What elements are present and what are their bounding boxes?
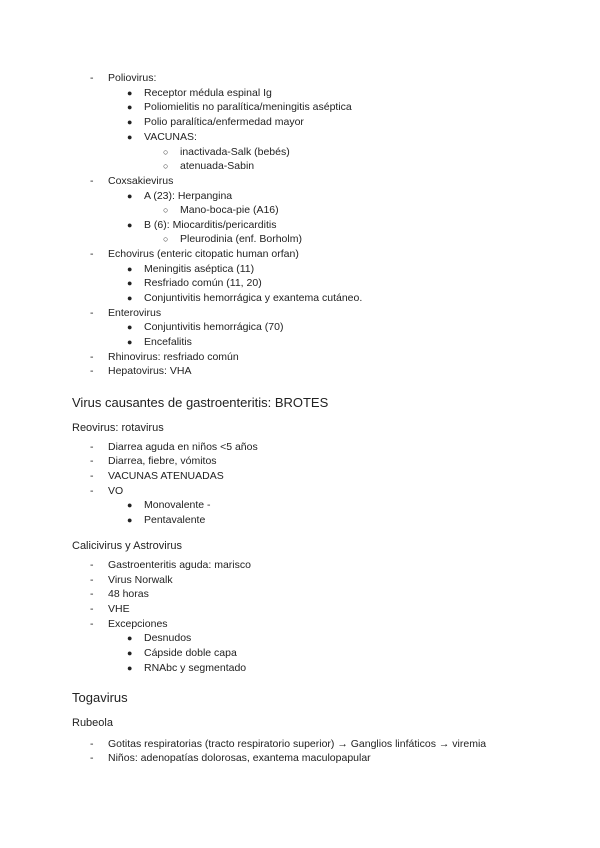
circle-marker: ○ xyxy=(163,147,169,157)
list-item-text: Meningitis aséptica (11) xyxy=(144,263,255,275)
bullet-marker: ● xyxy=(127,191,133,201)
list-item-text: Gastroenteritis aguda: marisco xyxy=(108,559,251,571)
list-item-text: Resfriado común (11, 20) xyxy=(144,277,262,289)
list-item-text: Virus Norwalk xyxy=(108,574,173,586)
list-item-text: Poliovirus: xyxy=(108,72,157,84)
bullet-marker: ● xyxy=(127,102,133,112)
circle-marker: ○ xyxy=(163,205,169,215)
dash-marker: - xyxy=(90,738,94,750)
list-item-text: Conjuntivitis hemorrágica (70) xyxy=(144,321,284,333)
dash-marker: - xyxy=(90,603,94,615)
dash-marker: - xyxy=(90,72,94,84)
bullet-marker: ● xyxy=(127,322,133,332)
list-item-text: B (6): Miocarditis/pericarditis xyxy=(144,219,277,231)
bullet-marker: ● xyxy=(127,264,133,274)
list-item-text: VHE xyxy=(108,603,130,615)
list-item-text: Pentavalente xyxy=(144,514,206,526)
list-item-text: Monovalente - xyxy=(144,499,211,511)
list-item-text: Gotitas respiratorias (tracto respiratorio superior) → Ganglios linfáticos → viremia xyxy=(108,738,487,750)
list-item-text: Polio paralítica/enfermedad mayor xyxy=(144,116,304,128)
list-item-text: Receptor médula espinal Ig xyxy=(144,87,272,99)
dash-marker: - xyxy=(90,588,94,600)
dash-marker: - xyxy=(90,351,94,363)
list-item-text: Cápside doble capa xyxy=(144,647,237,659)
bullet-marker: ● xyxy=(127,278,133,288)
list-item-text: Diarrea aguda en niños <5 años xyxy=(108,441,258,453)
list-item-text: Conjuntivitis hemorrágica y exantema cutáneo. xyxy=(144,292,363,304)
dash-marker: - xyxy=(90,248,94,260)
bullet-marker: ● xyxy=(127,663,133,673)
dash-marker: - xyxy=(90,485,94,497)
section-heading: Virus causantes de gastroenteritis: BROTES xyxy=(72,395,329,410)
list-item-text: Echovirus (enteric citopatic human orfan) xyxy=(108,248,299,260)
dash-marker: - xyxy=(90,307,94,319)
list-item-text: Encefalitis xyxy=(144,336,192,348)
bullet-marker: ● xyxy=(127,500,133,510)
list-item-text: inactivada-Salk (bebés) xyxy=(180,146,290,158)
dash-marker: - xyxy=(90,559,94,571)
list-item-text: atenuada-Sabin xyxy=(180,160,255,172)
list-item-text: VACUNAS: xyxy=(144,131,197,143)
dash-marker: - xyxy=(90,618,94,630)
bullet-marker: ● xyxy=(127,220,133,230)
list-item-text: Niños: adenopatías dolorosas, exantema maculopapular xyxy=(108,752,371,764)
list-item-text: RNAbc y segmentado xyxy=(144,662,247,674)
list-item-text: 48 horas xyxy=(108,588,149,600)
bullet-marker: ● xyxy=(127,337,133,347)
circle-marker: ○ xyxy=(163,161,169,171)
list-item-text: Mano-boca-pie (A16) xyxy=(180,204,279,216)
list-item-text: Pleurodinia (enf. Borholm) xyxy=(180,233,302,245)
dash-marker: - xyxy=(90,365,94,377)
dash-marker: - xyxy=(90,441,94,453)
list-item-text: VACUNAS ATENUADAS xyxy=(108,470,224,482)
bullet-marker: ● xyxy=(127,515,133,525)
list-item-text: Enterovirus xyxy=(108,307,162,319)
bullet-marker: ● xyxy=(127,633,133,643)
list-item-text: A (23): Herpangina xyxy=(144,190,233,202)
list-item-text: Poliomielitis no paralítica/meningitis aséptica xyxy=(144,101,352,113)
dash-marker: - xyxy=(90,455,94,467)
dash-marker: - xyxy=(90,752,94,764)
dash-marker: - xyxy=(90,175,94,187)
bullet-marker: ● xyxy=(127,293,133,303)
dash-marker: - xyxy=(90,574,94,586)
list-item-text: Diarrea, fiebre, vómitos xyxy=(108,455,217,467)
list-item-text: Rhinovirus: resfriado común xyxy=(108,351,239,363)
dash-marker: - xyxy=(90,470,94,482)
list-item-text: Desnudos xyxy=(144,632,192,644)
subsection-title: Rubeola xyxy=(72,717,113,729)
subsection-title: Calicivirus y Astrovirus xyxy=(72,540,183,552)
circle-marker: ○ xyxy=(163,234,169,244)
bullet-marker: ● xyxy=(127,117,133,127)
subsection-title: Reovirus: rotavirus xyxy=(72,422,164,434)
list-item-text: VO xyxy=(108,485,124,497)
bullet-marker: ● xyxy=(127,88,133,98)
bullet-marker: ● xyxy=(127,648,133,658)
section-heading: Togavirus xyxy=(72,690,128,705)
list-item-text: Excepciones xyxy=(108,618,168,630)
bullet-marker: ● xyxy=(127,132,133,142)
list-item-text: Hepatovirus: VHA xyxy=(108,365,192,377)
list-item-text: Coxsakievirus xyxy=(108,175,174,187)
